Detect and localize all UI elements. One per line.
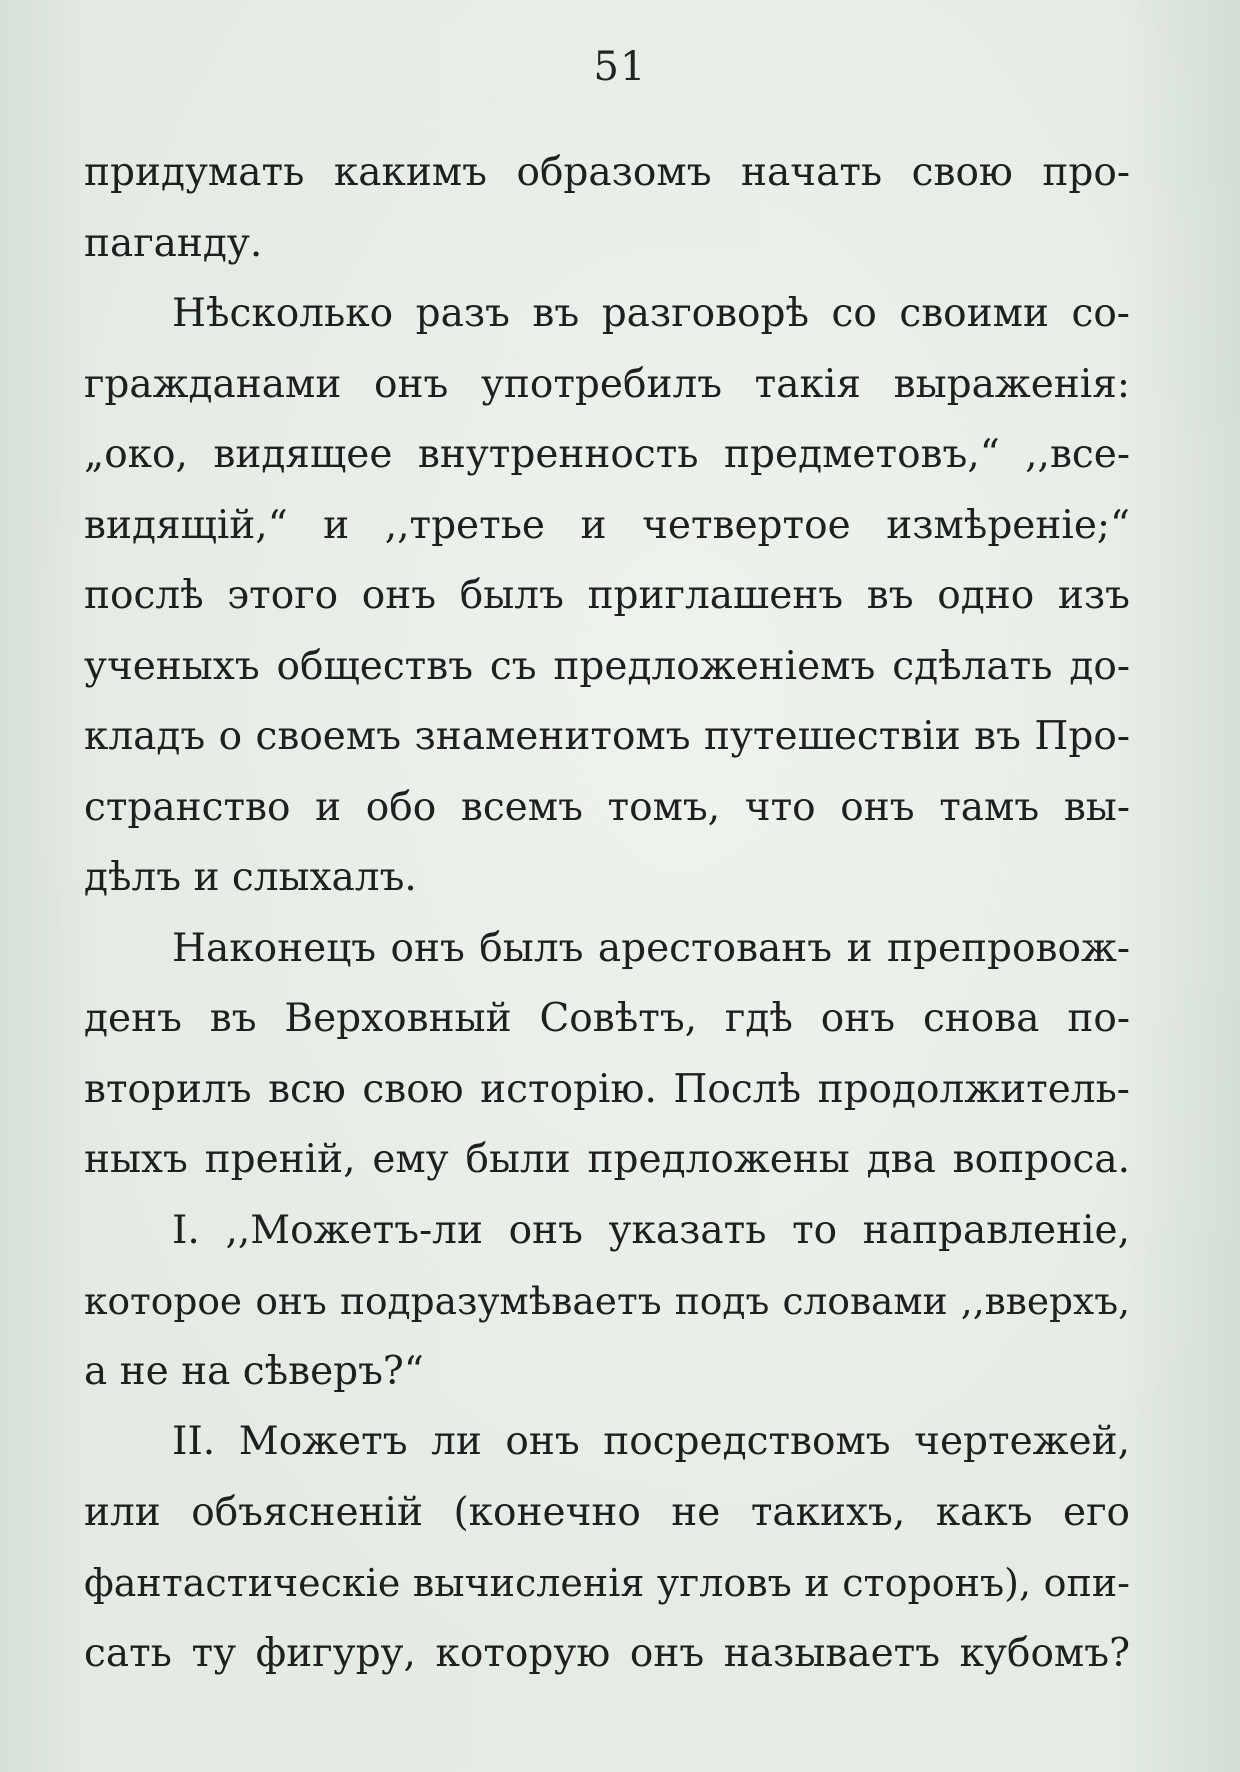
text-line: послѣ этого онъ былъ приглашенъ въ одно изъ bbox=[84, 573, 1130, 618]
text-line: фантастическіе вычисленія угловъ и сторонъ), опи- bbox=[84, 1561, 1130, 1605]
text-line: сать ту фигуру, которую онъ называетъ кубомъ? bbox=[84, 1630, 1130, 1676]
text-line: кладъ о своемъ знаменитомъ путешествіи въ Про- bbox=[84, 714, 1130, 759]
text-line: или объясненій (конечно не такихъ, какъ его bbox=[84, 1489, 1130, 1535]
body-text bbox=[84, 138, 1130, 1689]
text-line: Нѣсколько разъ въ разговорѣ со своими со- bbox=[172, 291, 1130, 336]
text-line: дѣлъ и слыхалъ. bbox=[84, 855, 417, 900]
text-line: которое онъ подразумѣваетъ подъ словами ,,вверхъ, bbox=[84, 1279, 1130, 1323]
text-line: вторилъ всю свою исторію. Послѣ продолжитель- bbox=[84, 1066, 1130, 1112]
text-line: II. Можетъ ли онъ посредствомъ чертежей, bbox=[172, 1419, 1130, 1464]
text-line: ныхъ преній, ему были предложены два вопроса. bbox=[84, 1137, 1130, 1182]
text-line: видящій,“ и ,,третье и четвертое измѣреніе;“ bbox=[84, 502, 1130, 548]
text-line: „око, видящее внутренность предметовъ,“ ,,все- bbox=[84, 432, 1130, 477]
text-line: ученыхъ обществъ съ предложеніемъ сдѣлать до- bbox=[84, 643, 1130, 689]
text-line: денъ въ Верховный Совѣтъ, гдѣ онъ снова по- bbox=[84, 996, 1130, 1041]
text-line: паганду. bbox=[84, 220, 263, 266]
text-line: придумать какимъ образомъ начать свою про- bbox=[84, 150, 1130, 195]
text-line: а не на сѣверъ?“ bbox=[84, 1348, 424, 1394]
text-line: Наконецъ онъ былъ арестованъ и препровож- bbox=[172, 925, 1130, 971]
text-line: I. ,,Можетъ-ли онъ указать то направленіе, bbox=[172, 1207, 1130, 1253]
text-line: странство и обо всемъ томъ, что онъ тамъ вы- bbox=[84, 784, 1130, 830]
page-number: 51 bbox=[593, 44, 647, 90]
text-line: гражданами онъ употребилъ такія выраженія: bbox=[84, 361, 1130, 407]
